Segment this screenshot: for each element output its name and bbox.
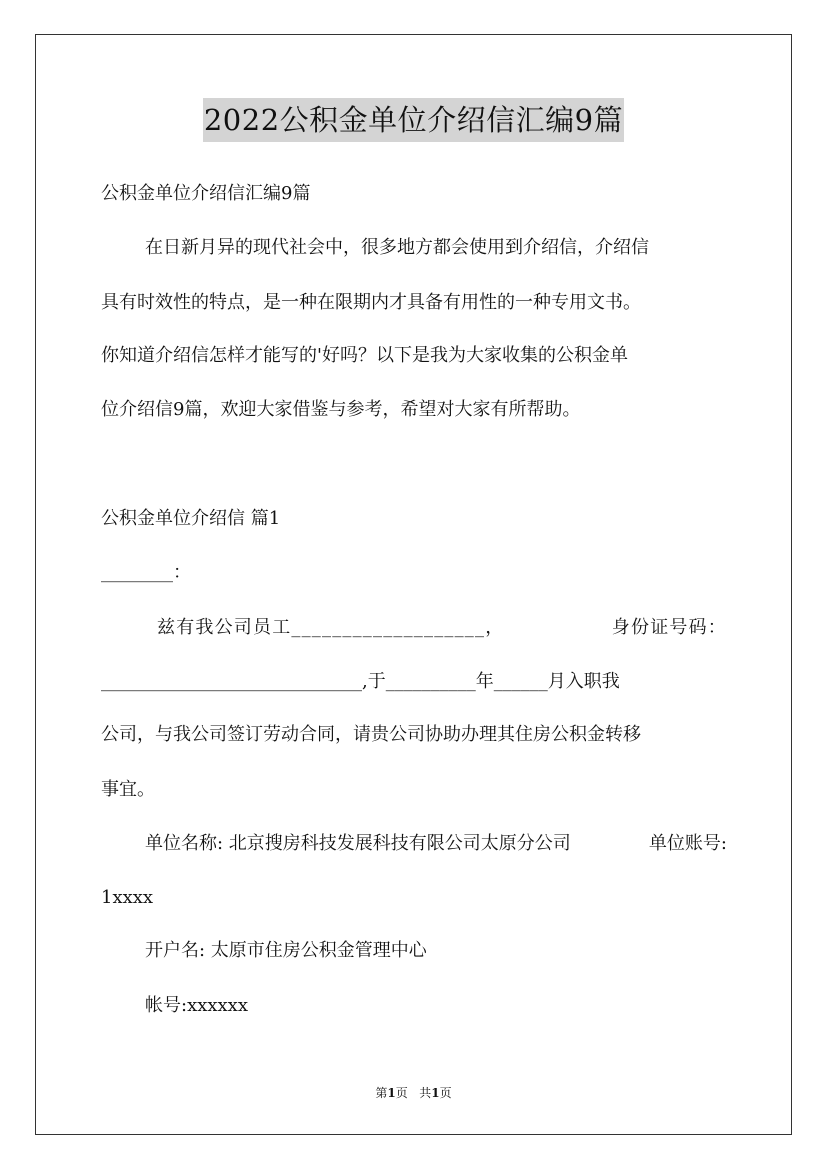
unit-info-line — [145, 832, 727, 856]
letter-body-line-1 — [101, 616, 727, 640]
section-heading: 公积金单位介绍信 篇1 — [101, 508, 281, 529]
unit-account-label: 单位账号: — [648, 833, 727, 854]
account-number: 帐号:xxxxxx — [145, 995, 248, 1016]
footer-page-label: 第 — [375, 1086, 388, 1100]
salutation: ________： — [101, 562, 191, 583]
footer-page-unit: 页 — [395, 1086, 408, 1100]
intro-line-2: 具有时效性的特点，是一种在限期内才具备有用性的一种专用文书。 — [101, 292, 641, 313]
intro-line-1: 在日新月异的现代社会中，很多地方都会使用到介绍信，介绍信 — [145, 237, 649, 258]
intro-line-4: 位介绍信9篇，欢迎大家借鉴与参考，希望对大家有所帮助。 — [101, 399, 581, 420]
footer-total-unit: 页 — [439, 1086, 452, 1100]
footer-total-label: 共 — [419, 1086, 432, 1100]
unit-account-value: 1xxxx — [101, 887, 154, 908]
document-title: 2022公积金单位介绍信汇编9篇 — [203, 98, 624, 142]
document-title-wrap — [0, 98, 827, 142]
footer-page-total: 1 — [431, 1086, 440, 1100]
document-subtitle: 公积金单位介绍信汇编9篇 — [101, 183, 311, 204]
unit-name: 单位名称: 北京搜房科技发展科技有限公司太原分公司 — [145, 833, 571, 854]
letter-body-line-2: _____________________________,于__________年______月入职我 — [101, 671, 620, 692]
letter-body-line-3: 公司，与我公司签订劳动合同，请贵公司协助办理其住房公积金转移 — [101, 724, 641, 745]
intro-line-3: 你知道介绍信怎样才能写的'好吗？以下是我为大家收集的公积金单 — [101, 345, 628, 366]
account-holder: 开户名: 太原市住房公积金管理中心 — [145, 940, 427, 961]
letter-body-line-1-left: 兹有我公司员工___________________， — [157, 617, 505, 638]
letter-body-line-1-right: 身份证号码： — [611, 617, 727, 638]
page-footer — [0, 1085, 827, 1101]
footer-page-current: 1 — [387, 1086, 396, 1100]
letter-body-line-4: 事宜。 — [101, 779, 155, 800]
